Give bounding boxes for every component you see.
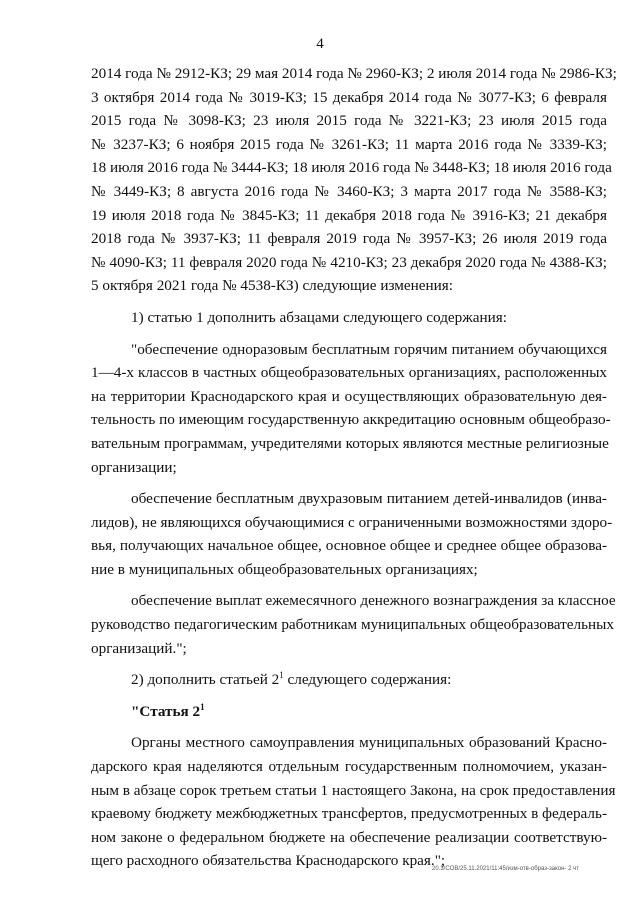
text-line: вательным программам, учредителями которых являются местные религиозные (91, 434, 609, 452)
text-line: руководство педагогическим работникам муниципальных общеобразовательных (91, 616, 614, 634)
page-number: 4 (316, 36, 324, 52)
text-line: тельность по имеющим государственную аккредитацию основным общеобразо- (91, 411, 611, 429)
text-line: "обеспечение одноразовым бесплатным горячим питанием обучающихся (131, 340, 607, 358)
text-line: вья, получающих начальное общее, основное общее и среднее общее образова- (91, 537, 607, 555)
document-body (91, 62, 617, 873)
article-title (91, 700, 607, 724)
text-line: Органы местного самоуправления муниципальных образований Красно- (131, 734, 607, 752)
text-line: ние в муниципальных общеобразовательных организациях; (91, 560, 478, 578)
text-line: 5 октября 2021 года № 4538-КЗ) следующие изменения: (91, 277, 453, 295)
text-line: щего расходного обязательства Краснодарского края."; (91, 852, 446, 870)
item-1-heading: 1) статью 1 дополнить абзацами следующего содержания: (131, 308, 507, 326)
footer-stamp: 20.3/COB/25.11.2021/11:45/изм-отв-образ-закон- 2 чт (432, 866, 579, 872)
text-line: организаций."; (91, 639, 187, 657)
text-line: дарского края наделяются отдельным государственным полномочием, указан- (91, 758, 607, 776)
text-line: ном законе о федеральном бюджете на обеспечение реализации соответствую- (91, 828, 607, 846)
text-line: 3 октября 2014 года № 3019-КЗ; 15 декабря 2014 года № 3077-КЗ; 6 февраля (91, 88, 607, 106)
text-line: 19 июля 2018 года № 3845-КЗ; 11 декабря 2018 года № 3916-КЗ; 21 декабря (91, 206, 607, 224)
item-2-heading (91, 668, 607, 692)
text-line: 2018 года № 3937-КЗ; 11 февраля 2019 года № 3957-КЗ; 26 июля 2019 года (91, 230, 607, 248)
text-line: краевому бюджету межбюджетных трансфертов, предусмотренных в федераль- (91, 805, 607, 823)
text-line: 2014 года № 2912-КЗ; 29 мая 2014 года № 2960-КЗ; 2 июля 2014 года № 2986-КЗ; (91, 65, 617, 82)
text-line: № 3237-КЗ; 6 ноября 2015 года № 3261-КЗ; 11 марта 2016 года № 3339-КЗ; (91, 135, 607, 153)
text-line: ным в абзаце сорок третьем статьи 1 настоящего Закона, на срок предоставления (91, 781, 616, 799)
text-line: на территории Краснодарского края и осуществляющих образовательную дея- (91, 387, 607, 405)
item-2-text: 2) дополнить статьей 2 (131, 671, 280, 689)
text-line: 1—4-х классов в частных общеобразовательных организациях, расположенных (91, 364, 607, 382)
text-line: организации; (91, 458, 177, 476)
text-line: № 3449-КЗ; 8 августа 2016 года № 3460-КЗ; 3 марта 2017 года № 3588-КЗ; (91, 182, 607, 200)
text-line: 2015 года № 3098-КЗ; 23 июля 2015 года № 3221-КЗ; 23 июля 2015 года (91, 112, 607, 130)
item-2-text-tail: следующего содержания: (283, 671, 452, 689)
text-line: обеспечение выплат ежемесячного денежного вознаграждения за классное (131, 592, 616, 610)
text-line: лидов), не являющихся обучающимися с ограниченными возможностями здоро- (91, 513, 613, 531)
article-title-text: "Статья 2 (131, 702, 201, 720)
text-line: обеспечение бесплатным двухразовым питанием детей-инвалидов (инва- (131, 490, 607, 508)
text-line: № 4090-КЗ; 11 февраля 2020 года № 4210-КЗ; 23 декабря 2020 года № 4388-КЗ; (91, 253, 607, 271)
text-line: 18 июля 2016 года № 3444-КЗ; 18 июля 2016 года № 3448-КЗ; 18 июля 2016 года (91, 159, 612, 177)
superscript: 1 (200, 701, 205, 712)
superscript: 1 (279, 670, 284, 681)
